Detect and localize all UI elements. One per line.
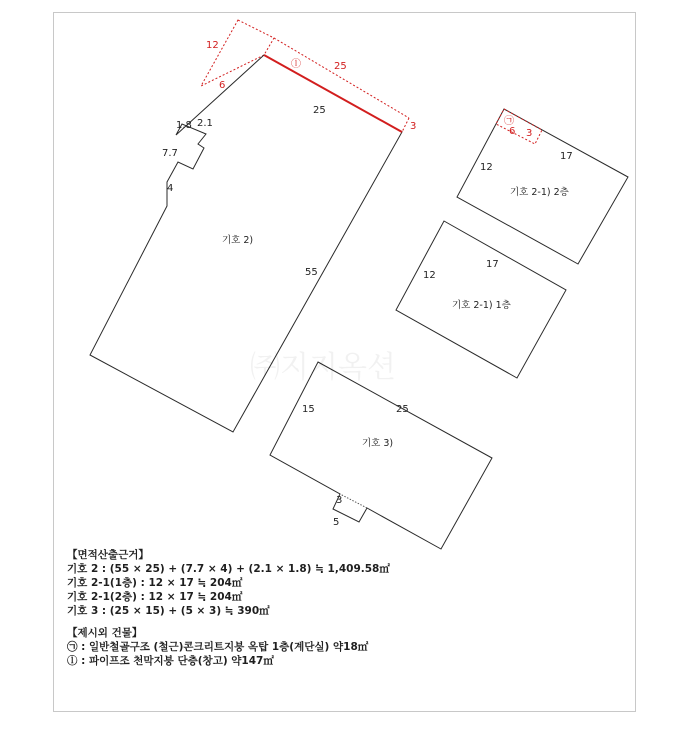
label-building-2-1-2f: 기호 2-1) 2층 (510, 187, 569, 198)
excluded-structure-b-strip-end (402, 118, 409, 132)
label-building-2-1-1f: 기호 2-1) 1층 (452, 300, 511, 311)
dim-building-2-1-1f-side: 12 (423, 270, 436, 281)
building-3-annex-divider (340, 494, 367, 508)
dim-building-3-annex-width: 5 (333, 517, 340, 528)
dim-red-b-side: 12 (206, 40, 219, 51)
calc-line-building-2-1-1f: 기호 2-1(1층) : 12 × 17 ≒ 204㎡ (67, 577, 243, 589)
dim-red-b-w: 3 (410, 121, 417, 132)
label-building-2: 기호 2) (222, 235, 254, 246)
dim-annex-height: 7.7 (162, 148, 178, 159)
excluded-line-b: ⓛ : 파이프조 천막지붕 단층(창고) 약147㎡ (67, 655, 274, 667)
calc-line-building-3: 기호 3 : (25 × 15) + (5 × 3) ≒ 390㎡ (67, 605, 270, 617)
dim-building-3-top: 25 (396, 404, 409, 415)
dim-building-3-annex-depth: 3 (336, 495, 343, 506)
excluded-title: 【제시외 건물】 (67, 627, 143, 639)
watermark: ㈜지지옥션 (250, 350, 396, 385)
calc-line-building-2: 기호 2 : (55 × 25) + (7.7 × 4) + (2.1 × 1.8) ≒ 1,409.58㎡ (67, 563, 390, 575)
building-3-outline (270, 362, 492, 549)
dim-building-2-top: 25 (313, 105, 326, 116)
dim-building-2-1-2f-top: 17 (560, 151, 573, 162)
excluded-structure-b-outline (201, 20, 274, 86)
dim-annex-width: 1.8 (176, 120, 192, 131)
building-2-red-edge (264, 55, 402, 132)
dim-annex-depth: 2.1 (197, 118, 213, 129)
mark-red-a: ㉠ (504, 116, 514, 127)
excluded-line-a: ㉠ : 일반철골구조 (철근)콘크리트지붕 옥탑 1층(계단실) 약18㎡ (67, 641, 369, 653)
area-calculation-notes (67, 548, 627, 668)
dim-red-a-d: 3 (526, 128, 533, 139)
dim-red-a-w: 6 (509, 126, 516, 137)
dim-building-2-long: 55 (305, 267, 318, 278)
mark-red-b: ⓛ (291, 59, 301, 70)
notes-title: 【면적산출근거】 (67, 549, 149, 561)
excluded-structure-b-strip (274, 38, 409, 118)
dim-red-b-len: 25 (334, 61, 347, 72)
dim-building-2-1-1f-top: 17 (486, 259, 499, 270)
dim-building-3-side: 15 (302, 404, 315, 415)
dim-annex-base: 4 (167, 183, 174, 194)
label-building-3: 기호 3) (362, 438, 394, 449)
dim-red-b-end: 6 (219, 80, 226, 91)
calc-line-building-2-1-2f: 기호 2-1(2층) : 12 × 17 ≒ 204㎡ (67, 591, 243, 603)
dim-building-2-1-2f-side: 12 (480, 162, 493, 173)
